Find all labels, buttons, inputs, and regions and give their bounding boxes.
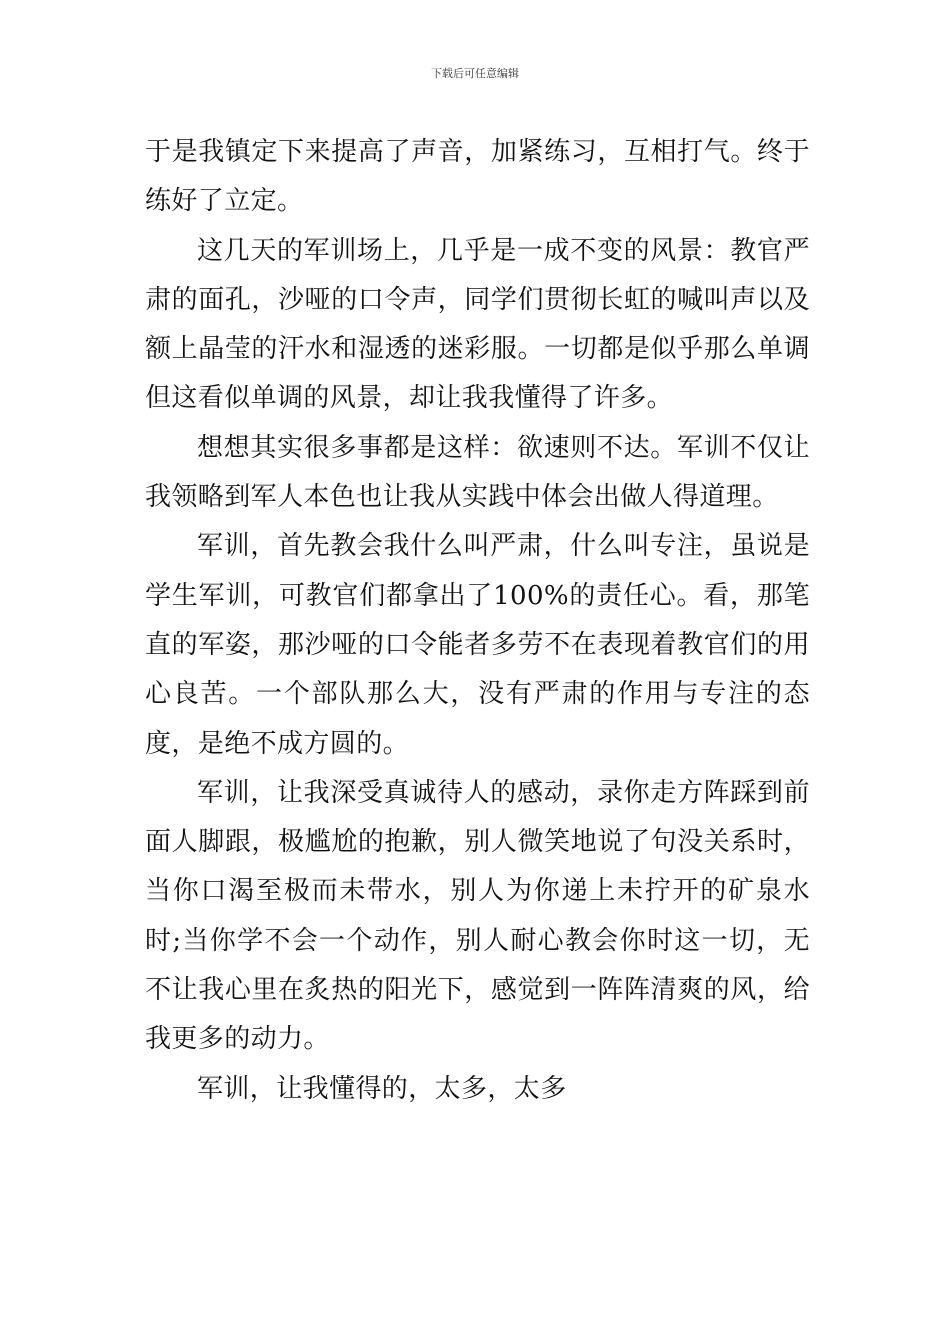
page-header-note: 下载后可任意编辑: [431, 67, 519, 80]
paragraph-2: 这几天的军训场上，几乎是一成不变的风景：教官严肃的面孔，沙哑的口令声，同学们贯彻长虹的喊叫声以及额上晶莹的汗水和湿透的迷彩服。一切都是似乎那么单调但这看似单调的风景，却让我我懂得了许多。: [145, 235, 810, 414]
paragraph-5: 军训，让我深受真诚待人的感动，录你走方阵踩到前面人脚跟，极尴尬的抱歉，别人微笑地说了句没关系时，当你口渴至极而未带水，别人为你递上未拧开的矿泉水时;当你学不会一个动作，别人耐心教会你时这一切，无不让我心里在炙热的阳光下，感觉到一阵阵清爽的风，给我更多的动力。: [145, 777, 810, 1055]
paragraph-1: 于是我镇定下来提高了声音，加紧练习，互相打气。终于练好了立定。: [145, 137, 810, 217]
paragraph-4: 军训，首先教会我什么叫严肃，什么叫专注，虽说是学生军训，可教官们都拿出了100%的责任心。看，那笔直的军姿，那沙哑的口令能者多劳不在表现着教官们的用心良苦。一个部队那么大，没有严肃的作用与专注的态度，是绝不成方圆的。: [145, 531, 810, 759]
document-body: [145, 128, 810, 1114]
paragraph-6: 军训，让我懂得的，太多，太多: [197, 1073, 567, 1104]
paragraph-3: 想想其实很多事都是这样：欲速则不达。军训不仅让我领略到军人本色也让我从实践中体会出做人得道理。: [145, 432, 810, 513]
